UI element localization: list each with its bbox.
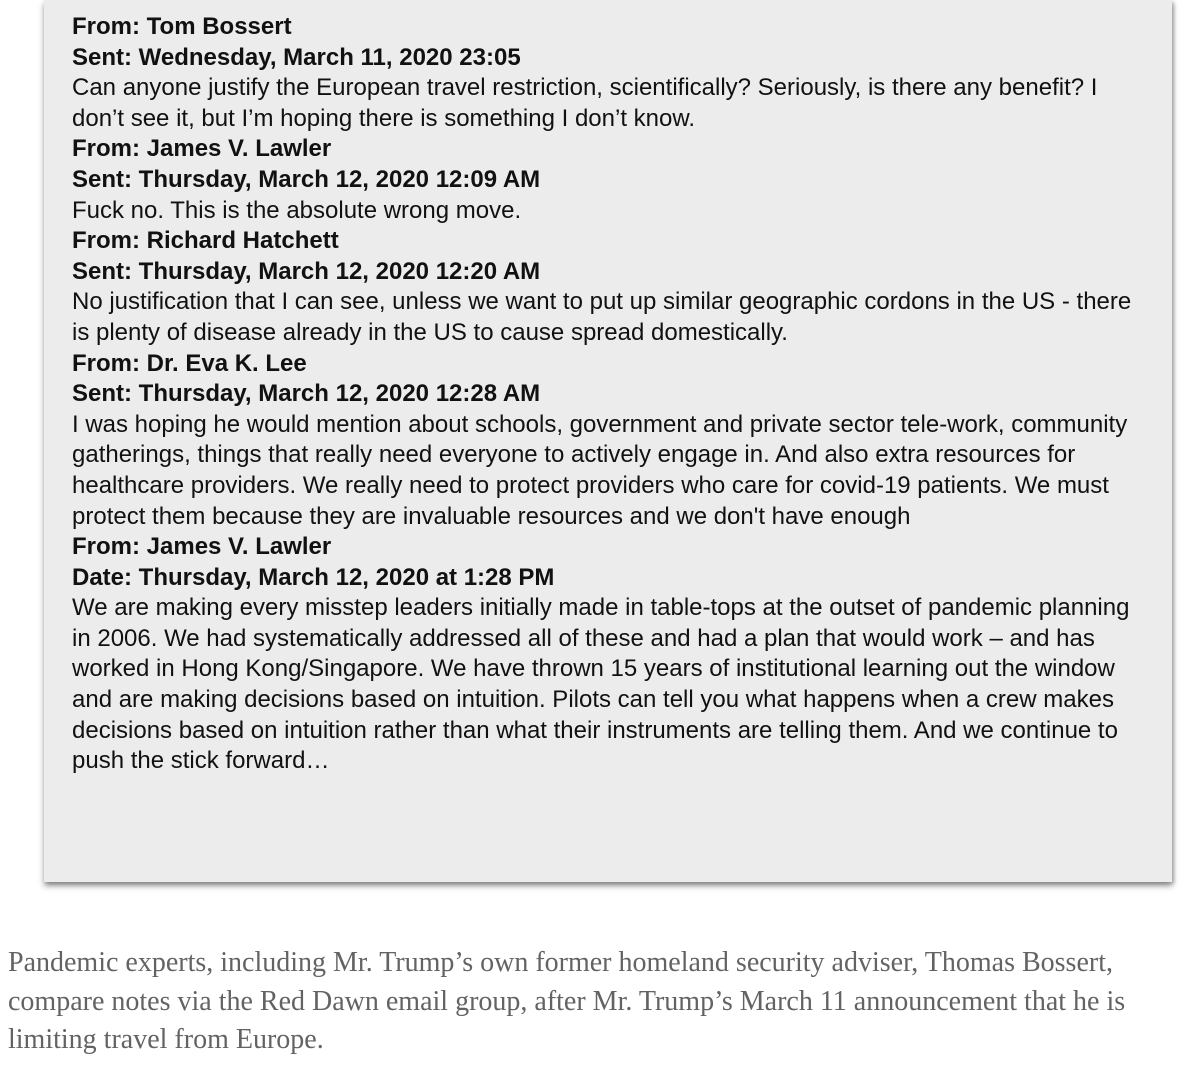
email-from: From: James V. Lawler <box>72 135 332 163</box>
email-sent: Sent: Thursday, March 12, 2020 12:09 AM <box>72 165 541 193</box>
email-from: From: Tom Bossert <box>72 13 292 40</box>
email-sent: Sent: Wednesday, March 11, 2020 23:05 <box>72 43 521 71</box>
email-message <box>72 532 1152 777</box>
email-sent: Sent: Thursday, March 12, 2020 12:20 AM <box>72 257 541 285</box>
email-body: Fuck no. This is the absolute wrong move. <box>72 196 522 224</box>
email-sent: Date: Thursday, March 12, 2020 at 1:28 PM <box>72 563 555 591</box>
email-message <box>72 349 1152 533</box>
email-body: No justification that I can see, unless we want to put up similar geographic cordons in the US - there is plenty of disease already in the US to cause spread domestically. <box>72 288 1132 346</box>
email-body: Can anyone justify the European travel restriction, scientifically? Seriously, is there any benefit? I don’t see it, but I’m hoping there is something I don’t know. <box>72 74 1098 132</box>
email-from: From: Richard Hatchett <box>72 227 339 255</box>
email-sent: Sent: Thursday, March 12, 2020 12:28 AM <box>72 380 541 408</box>
email-body: I was hoping he would mention about schools, government and private sector tele-work, community gatherings, things that really need everyone to actively engage in. And also extra resources for healthcare providers. We really need to protect providers who care for covid-19 patients. We must protect them because they are invaluable resources and we don't have enough <box>72 410 1128 530</box>
image-caption: Pandemic experts, including Mr. Trump’s own former homeland security adviser, Thomas Bossert, compare notes via the Red Dawn email group, after Mr. Trump’s March 11 announcement that he is limiting travel from Europe. <box>8 947 1126 1055</box>
email-from: From: James V. Lawler <box>72 533 332 561</box>
email-thread-panel <box>44 0 1172 882</box>
email-body: We are making every misstep leaders initially made in table-tops at the outset of pandemic planning in 2006. We had systematically addressed all of these and had a plan that would work – and has worked in Hong Kong/Singapore. We have thrown 15 years of institutional learning out the window and are making decisions based on intuition. Pilots can tell you what happens when a crew makes decisions based on intuition rather than what their instruments are telling them. And we continue to push the stick forward… <box>72 594 1130 775</box>
email-message <box>72 134 1152 226</box>
email-message <box>72 226 1152 348</box>
email-message <box>72 12 1152 134</box>
email-from: From: Dr. Eva K. Lee <box>72 349 307 377</box>
